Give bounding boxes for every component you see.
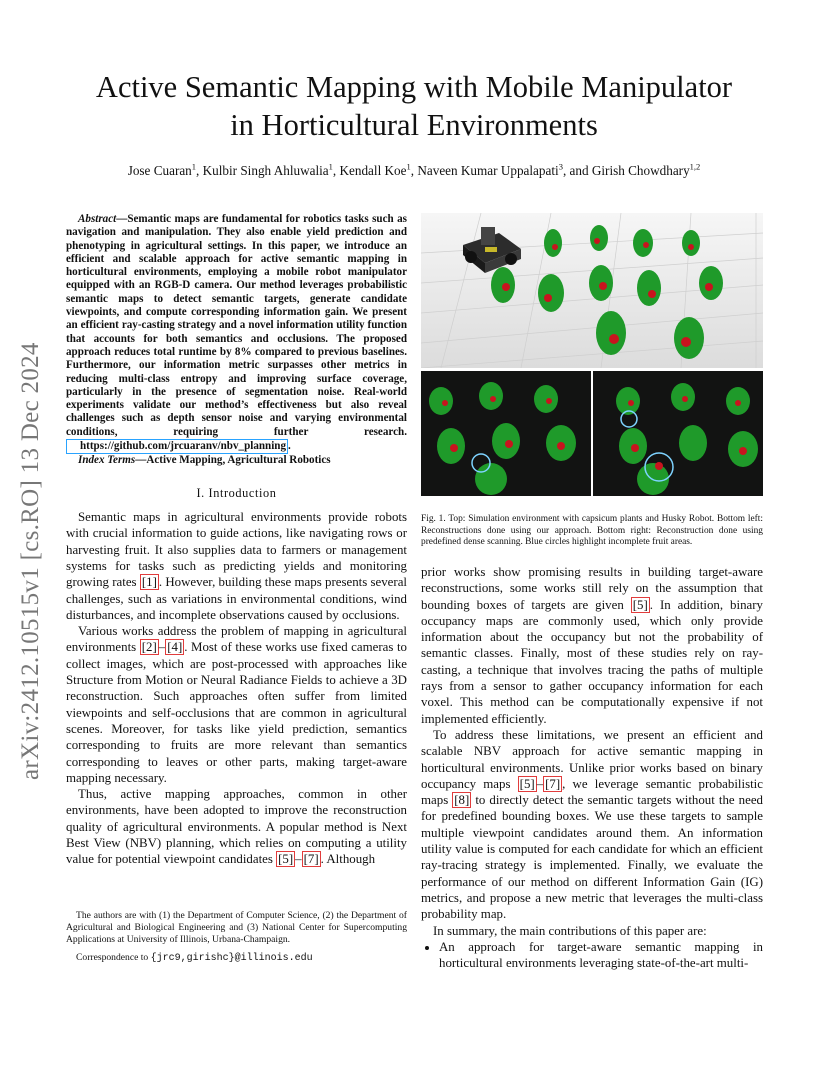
figure-1: [421, 213, 763, 496]
author-affiliation: 1: [406, 161, 411, 172]
author-affiliation: 3: [558, 161, 563, 172]
paragraph-text: . Although: [320, 852, 376, 867]
title-line-1: Active Semantic Mapping with Mobile Manipulator: [95, 70, 733, 104]
citation-link[interactable]: [7]: [545, 776, 561, 791]
abstract: [66, 213, 407, 454]
right-column: [421, 564, 763, 971]
author-affiliation: 1: [191, 161, 197, 172]
paragraph-text: . Most of these works use fixed cameras to collect images, which are post-processed with approaches like Structure from Motion or Neural Radiance Fields to achieve a 3D reconstruction. Such approaches often suffer from limited viewpoints and self-occlusions that are common in agricultural scenes. Moreover, for tasks like yield prediction, semantics corresponding to fruits are more relevant than semantics corresponding to leaves or other parts, making target-aware mapping necessary.: [66, 640, 407, 785]
husky-robot-graphic: [463, 227, 521, 273]
author-list: Jose Cuaran$^1$, Kulbir Singh Ahluwalia$^1$, Kendall Koe$^1$, Naveen Kumar Uppalapati$^3$, and Girish Chowdhary$^{1,2}$: [127, 161, 701, 178]
intro-paragraph-1: [66, 509, 407, 623]
figure-caption: Fig. 1. Top: Simulation environment with capsicum plants and Husky Robot. Bottom left: Reconstructions done using our approach. Bottom right: Reconstruction done using predefined dense scanning. Blue circles highlight incomplete fruit areas.: [421, 514, 763, 548]
correspondence-footnote: [66, 952, 407, 965]
right-paragraph-1: [421, 564, 763, 727]
simulation-scene-graphic: [421, 213, 763, 368]
citation-link[interactable]: [5]: [632, 597, 648, 612]
correspondence-email: {jrc9,girishc}@illinois.edu: [150, 953, 313, 964]
paper-title: [40, 68, 788, 144]
title-line-2: in Horticultural Environments: [230, 108, 598, 142]
paragraph-text: –: [536, 776, 544, 791]
author-affiliation: 1,2: [689, 161, 701, 172]
reconstruction-graphic: [593, 371, 763, 496]
paragraph-text: prior works show promising results in building target-aware reconstructions, some works still rely on the assumption that bounding boxes of targets are given: [421, 565, 763, 612]
left-column: [66, 213, 407, 868]
index-terms-label: Index Terms: [78, 454, 136, 467]
citation-link[interactable]: [4]: [167, 640, 183, 655]
code-repository-link[interactable]: https://github.com/jrcuaranv/nbv_planning: [66, 439, 288, 454]
our-approach-reconstruction-image: [421, 371, 591, 496]
paragraph-text: to directly detect the semantic targets without the need for predefined bounding boxes. We use these targets to sample multiple viewpoint candidates around them. An information utility value is computed for each candidate for which an efficient ray-tracing strategy is implemented. Finally, we evaluate the performance of our method on different Information Gain (IG) metrics, and propose a new metric that leverages the multi-class probability map.: [421, 793, 764, 922]
simulation-environment-image: [421, 213, 763, 368]
paragraph-text: Semantic maps in agricultural environments provide robots with crucial information to guide actions, like navigating rows or harvesting fruit. It also supplies data to farmers or management systems for tasks such as predicting yields and monitoring growing rates: [66, 510, 407, 590]
right-paragraph-2: [421, 727, 763, 923]
paragraph-text: –: [158, 640, 166, 655]
index-terms-text: —Active Mapping, Agricultural Robotics: [135, 454, 331, 467]
section-heading-introduction: I. Introduction: [196, 485, 277, 500]
abstract-text: —Semantic maps are fundamental for robotics tasks such as navigation and manipulation. They also enable yield prediction and phenotyping in agricultural settings. In this paper, we introduce an efficient and scalable approach for active semantic mapping in horticultural environments, employing a mobile robot manipulator equipped with an RGB-D camera. Our method leverages probabilistic semantic maps to detect semantic targets, generate candidate viewpoints, and compute corresponding information gain. We present an efficient ray-casting strategy and a novel information utility function that accounts for both semantics and occlusions. The proposed approach reduces total runtime by 8% compared to previous baselines. Furthermore, our information metric surpasses other metrics in reducing multi-class entropy and improving surface coverage, particularly in the presence of segmentation noise. Real-world experiments validate our method’s effectiveness but also reveal challenges such as depth sensor noise and varying environmental conditions, requiring further research.: [66, 213, 407, 438]
author-name: Jose Cuaran: [127, 163, 192, 178]
author-affiliation: 1: [328, 161, 333, 172]
author-name: Kulbir Singh Ahluwalia: [202, 163, 329, 178]
capsicum-plants-graphic: [491, 225, 723, 359]
contribution-item: • An approach for target-aware semantic mapping in horticultural environments leveraging state-of-the-art multi-: [439, 939, 763, 972]
paragraph-text: –: [295, 852, 302, 867]
citation-link[interactable]: [8]: [454, 793, 470, 808]
arxiv-identifier: arXiv:2412.10515v1 [cs.RO] 13 Dec 2024: [17, 342, 44, 780]
citation-link[interactable]: [2]: [141, 640, 157, 655]
abstract-label: Abstract: [78, 213, 117, 225]
reconstruction-graphic: [421, 371, 591, 496]
citation-link[interactable]: [5]: [519, 776, 535, 791]
author-name: Naveen Kumar Uppalapati: [417, 163, 559, 178]
abstract-tail: .: [288, 440, 291, 453]
author-name: Kendall Koe: [339, 163, 407, 178]
paragraph-text: Thus, active mapping approaches, common in other environments, have been adopted to improve the reconstruction quality of agricultural environments. A popular method is Next Best View (NBV) planning, which relies on computing a utility value for potential viewpoint candidates: [66, 787, 407, 867]
citation-link[interactable]: [1]: [141, 575, 157, 590]
author-name: and Girish Chowdhary: [569, 163, 690, 178]
right-paragraph-3: In summary, the main contributions of this paper are:: [433, 923, 707, 938]
paragraph-text: Various works address the problem of mapping in agricultural environments: [66, 624, 407, 655]
citation-link[interactable]: [7]: [303, 852, 319, 867]
affiliation-footnote: The authors are with (1) the Department of Computer Science, (2) the Department of Agricultural and Biological Engineering and (3) National Center for Supercomputing Applications at University of Illinois, Urbana-Champaign.: [66, 910, 407, 945]
footnotes: [66, 910, 407, 965]
correspondence-label: Correspondence to: [76, 952, 151, 963]
paragraph-text: . However, building these maps presents several challenges, such as variations in environmental conditions, wind disturbances, and incomplete observations caused by occlusions.: [66, 575, 407, 622]
paragraph-text: . In addition, binary occupancy maps are commonly used, which only provide information about the occupancy but not the probability of semantic classes. Finally, most of these studies rely on ray-casting, a technique that involves tracing the paths of multiple rays from a sensor to gather occupancy information for each voxel. This method can be computationally expensive if not implemented efficiently.: [421, 597, 763, 726]
index-terms: [66, 454, 407, 467]
intro-paragraph-2: [66, 623, 407, 786]
dense-scanning-reconstruction-image: [593, 371, 763, 496]
citation-link[interactable]: [5]: [278, 852, 294, 867]
intro-paragraph-3: [66, 786, 407, 867]
paragraph-text: To address these limitations, we present an efficient and scalable NBV approach for active semantic mapping in horticultural environments. Unlike prior works based on binary occupancy maps: [421, 727, 763, 791]
contributions-list: [421, 939, 763, 972]
paragraph-text: , we leverage semantic probabilistic maps: [421, 776, 763, 808]
